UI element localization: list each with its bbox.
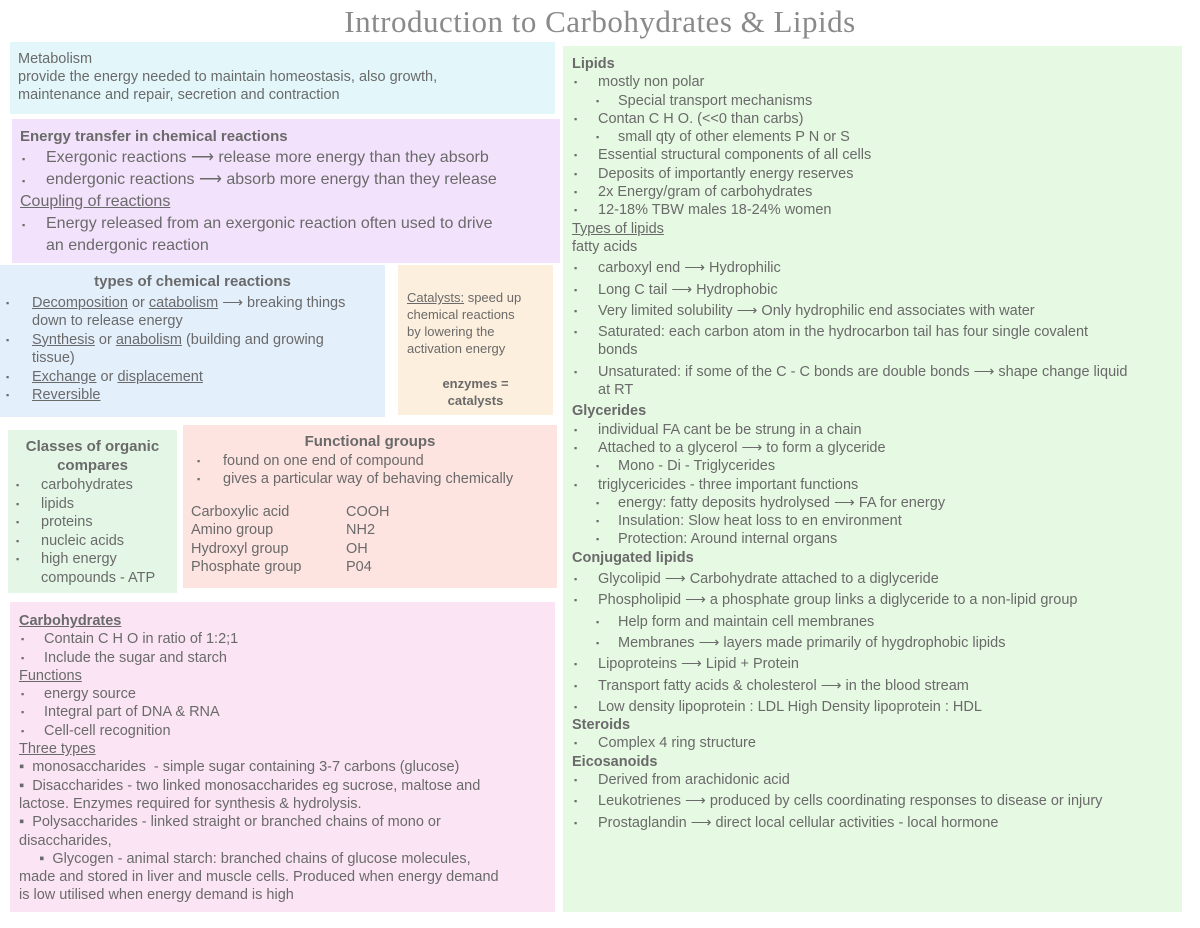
catalysts-box bbox=[398, 265, 553, 415]
fatty-acid-bullet: ▪ Long C tail ⟶ Hydrophobic bbox=[572, 281, 1173, 299]
reaction-types-heading: types of chemical reactions bbox=[94, 273, 291, 290]
exchange-term: Exchange bbox=[32, 368, 97, 385]
class-item-cont: compounds - ATP bbox=[41, 569, 156, 586]
carbohydrates-heading: Carbohydrates bbox=[19, 613, 122, 629]
function-item: ▪ Cell-cell recognition bbox=[19, 722, 546, 740]
glycerides-heading: Glycerides bbox=[572, 403, 647, 420]
eicosanoid-bullet: ▪ Leukotrienes ⟶ produced by cells coordinating responses to disease or injury bbox=[572, 792, 1173, 810]
coupling-bullet bbox=[20, 213, 552, 257]
coupling-line: ▪ Energy released from an exergonic reaction often used to drive bbox=[46, 215, 493, 232]
lipids-heading: Lipids bbox=[572, 56, 615, 72]
group-formula: NH2 bbox=[346, 522, 376, 538]
group-formula: COOH bbox=[346, 503, 390, 520]
classes-heading-line: Classes of organic bbox=[25, 438, 160, 455]
group-formula: P04 bbox=[346, 559, 372, 575]
carb-type-line: ▪ monosaccharides - simple sugar containing 3-7 carbons (glucose) bbox=[19, 759, 460, 776]
energy-transfer-heading: Energy transfer in chemical reactions bbox=[20, 128, 288, 145]
glyceride-sub-bullet: ▪ Protection: Around internal organs bbox=[572, 530, 1173, 548]
carb-type-line: ▪ Polysaccharides - linked straight or branched chains of mono or bbox=[19, 814, 441, 831]
synthesis-desc-cont: tissue) bbox=[32, 350, 75, 366]
metabolism-heading: Metabolism bbox=[18, 51, 93, 67]
eicosanoid-bullet: ▪ Derived from arachidonic acid bbox=[572, 771, 1173, 789]
three-types-heading: Three types bbox=[19, 741, 96, 758]
conjugated-sub-bullet: ▪ Membranes ⟶ layers made primarily of hygdrophobic lipids bbox=[572, 634, 1173, 652]
glyceride-bullet: ▪ Attached to a glycerol ⟶ to form a glyceride bbox=[572, 439, 1173, 457]
decomposition-desc: ⟶ breaking things bbox=[218, 294, 346, 311]
lipids-box bbox=[563, 46, 1182, 912]
carb-type-line: made and stored in liver and muscle cells. Produced when energy demand bbox=[19, 869, 499, 886]
functions-heading: Functions bbox=[19, 667, 82, 684]
types-of-lipids-heading: Types of lipids bbox=[572, 220, 664, 237]
steroid-bullet: ▪ Complex 4 ring structure bbox=[572, 734, 1173, 752]
catalysts-line bbox=[407, 289, 544, 306]
decomposition-desc-cont: down to release energy bbox=[32, 313, 183, 329]
class-item: ▪ lipids bbox=[14, 495, 171, 514]
eicosanoid-bullet: ▪ Prostaglandin ⟶ direct local cellular activities - local hormone bbox=[572, 814, 1173, 832]
classes-box bbox=[8, 430, 177, 593]
coupling-heading: Coupling of reactions bbox=[20, 193, 171, 210]
carb-bullet: ▪ Contain C H O in ratio of 1:2;1 bbox=[19, 630, 546, 648]
fatty-acid-bullet bbox=[572, 323, 1173, 360]
displacement-term: displacement bbox=[117, 368, 203, 385]
energy-transfer-box bbox=[12, 119, 560, 263]
energy-bullet: ▪ endergonic reactions ⟶ absorb more energy than they release bbox=[20, 169, 552, 191]
function-item: ▪ energy source bbox=[19, 685, 546, 703]
enzymes-line: catalysts bbox=[447, 393, 504, 408]
fatty-acid-bullet: ▪ carboxyl end ⟶ Hydrophilic bbox=[572, 259, 1173, 277]
conjugated-bullet: ▪ Low density lipoprotein : LDL High Density lipoprotein : HDL bbox=[572, 698, 1173, 716]
conjugated-bullet: ▪ Phospholipid ⟶ a phosphate group links a diglyceride to a non-lipid group bbox=[572, 591, 1173, 609]
reaction-type-item bbox=[6, 386, 379, 405]
reversible-term: Reversible bbox=[32, 387, 101, 403]
carb-type-line: ▪ Glycogen - animal starch: branched chains of glucose molecules, bbox=[19, 850, 471, 867]
lipid-bullet: ▪ 2x Energy/gram of carbohydrates bbox=[572, 183, 1173, 201]
synthesis-term: Synthesis bbox=[32, 331, 95, 348]
metabolism-text-line: provide the energy needed to maintain homeostasis, also growth, bbox=[18, 69, 438, 85]
carb-type-line: lactose. Enzymes required for synthesis & hydrolysis. bbox=[19, 795, 362, 812]
glyceride-sub-bullet: ▪ Mono - Di - Triglycerides bbox=[572, 457, 1173, 475]
carb-bullet: ▪ Include the sugar and starch bbox=[19, 649, 546, 667]
group-name: Phosphate group bbox=[191, 559, 302, 575]
metabolism-text-line: maintenance and repair, secretion and contraction bbox=[18, 87, 340, 103]
connector-text: or bbox=[94, 331, 116, 348]
fatty-acid-line: ▪ Unsaturated: if some of the C - C bonds are double bonds ⟶ shape change liquid bbox=[598, 363, 1128, 380]
glyceride-bullet: ▪ individual FA cant be be strung in a chain bbox=[572, 421, 1173, 439]
page-title: Introduction to Carbohydrates & Lipids bbox=[344, 4, 856, 39]
function-item: ▪ Integral part of DNA & RNA bbox=[19, 703, 546, 721]
group-name: Amino group bbox=[191, 522, 274, 538]
functional-groups-heading: Functional groups bbox=[304, 433, 436, 450]
lipid-bullet: ▪ Deposits of importantly energy reserves bbox=[572, 165, 1173, 183]
class-item: ▪ nucleic acids bbox=[14, 532, 171, 551]
fatty-acid-line: at RT bbox=[598, 382, 634, 399]
conjugated-sub-bullet: ▪ Help form and maintain cell membranes bbox=[572, 613, 1173, 631]
carb-type-line: ▪ Disaccharides - two linked monosaccharides eg sucrose, maltose and bbox=[19, 777, 481, 794]
conjugated-lipids-heading: Conjugated lipids bbox=[572, 549, 694, 566]
catalysts-line: by lowering the bbox=[407, 324, 495, 339]
fatty-acid-line: ▪ Saturated: each carbon atom in the hydrocarbon tail has four single covalent bbox=[598, 324, 1089, 341]
eicosanoids-heading: Eicosanoids bbox=[572, 753, 658, 770]
connector-text: or bbox=[96, 368, 118, 385]
conjugated-bullet: ▪ Lipoproteins ⟶ Lipid + Protein bbox=[572, 655, 1173, 673]
fatty-acid-bullet bbox=[572, 363, 1173, 400]
reaction-type-item bbox=[6, 368, 379, 387]
conjugated-bullet: ▪ Glycolipid ⟶ Carbohydrate attached to a diglyceride bbox=[572, 570, 1173, 588]
fatty-acids-label: fatty acids bbox=[572, 238, 638, 255]
enzymes-line: enzymes = bbox=[442, 376, 509, 391]
carbohydrates-box bbox=[10, 602, 555, 912]
functional-groups-bullet: ▪ found on one end of compound bbox=[191, 452, 549, 471]
catalysts-desc: speed up bbox=[464, 290, 522, 305]
coupling-line: an endergonic reaction bbox=[46, 237, 209, 254]
lipid-sub-bullet: ▪ Special transport mechanisms bbox=[572, 92, 1173, 110]
reaction-type-item bbox=[6, 331, 379, 350]
group-name: Hydroxyl group bbox=[191, 540, 289, 557]
carb-type-line: is low utilised when energy demand is high bbox=[19, 887, 294, 904]
glyceride-sub-bullet: ▪ energy: fatty deposits hydrolysed ⟶ FA for energy bbox=[572, 494, 1173, 512]
steroids-heading: Steroids bbox=[572, 717, 631, 734]
energy-bullet: ▪ Exergonic reactions ⟶ release more energy than they absorb bbox=[20, 147, 552, 169]
lipid-bullet: ▪ mostly non polar bbox=[572, 73, 1173, 91]
lipid-sub-bullet: ▪ small qty of other elements P N or S bbox=[572, 128, 1173, 146]
table-row bbox=[191, 558, 390, 577]
classes-heading-line: compares bbox=[57, 456, 128, 474]
class-item: ▪ carbohydrates bbox=[14, 476, 171, 495]
functional-groups-box bbox=[183, 425, 557, 588]
decomposition-term: Decomposition bbox=[32, 294, 128, 311]
lipid-bullet: ▪ 12-18% TBW males 18-24% women bbox=[572, 201, 1173, 219]
fatty-acid-bullet: ▪ Very limited solubility ⟶ Only hydrophilic end associates with water bbox=[572, 302, 1173, 320]
table-row bbox=[191, 503, 390, 522]
conjugated-bullet: ▪ Transport fatty acids & cholesterol ⟶ in the blood stream bbox=[572, 677, 1173, 695]
group-formula: OH bbox=[346, 540, 368, 557]
catalysts-term: Catalysts: bbox=[407, 290, 465, 305]
fatty-acid-line: bonds bbox=[598, 342, 638, 359]
connector-text: or bbox=[127, 294, 149, 311]
glyceride-sub-bullet: ▪ Insulation: Slow heat loss to en environment bbox=[572, 512, 1173, 530]
reaction-type-item bbox=[6, 294, 379, 313]
catalysts-line: activation energy bbox=[407, 341, 506, 356]
glyceride-bullet: ▪ triglycericides - three important functions bbox=[572, 476, 1173, 494]
synthesis-desc: (building and growing bbox=[181, 331, 324, 348]
functional-groups-bullet: ▪ gives a particular way of behaving chemically bbox=[191, 470, 549, 489]
catabolism-term: catabolism bbox=[148, 294, 219, 311]
carb-type-line: disaccharides, bbox=[19, 832, 112, 849]
class-item: ▪ proteins bbox=[14, 513, 171, 532]
group-name: Carboxylic acid bbox=[191, 503, 290, 520]
metabolism-box bbox=[10, 42, 555, 114]
functional-groups-table bbox=[191, 503, 390, 577]
anabolism-term: anabolism bbox=[115, 331, 182, 348]
table-row bbox=[191, 521, 390, 540]
enzymes-note bbox=[407, 375, 544, 409]
classes-heading bbox=[14, 438, 171, 475]
table-row bbox=[191, 540, 390, 559]
catalysts-line: chemical reactions bbox=[407, 307, 515, 322]
lipid-bullet: ▪ Contan C H O. (<<0 than carbs) bbox=[572, 110, 1173, 128]
class-item: ▪ high energy bbox=[14, 550, 171, 569]
reaction-types-box bbox=[0, 265, 385, 417]
lipid-bullet: ▪ Essential structural components of all cells bbox=[572, 146, 1173, 164]
